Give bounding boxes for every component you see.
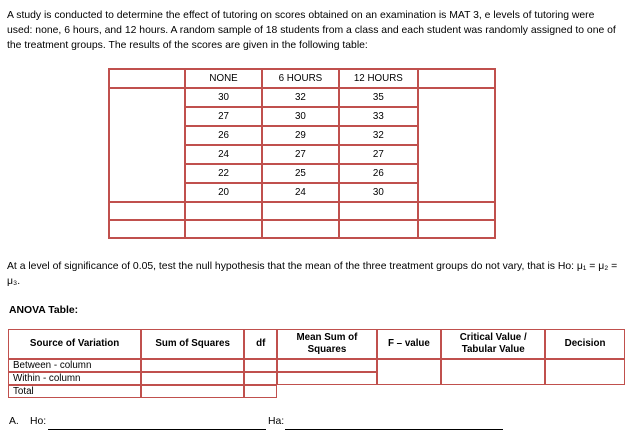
ss-cell[interactable] xyxy=(141,359,244,372)
blank-cell xyxy=(185,202,261,220)
significance-statement: At a level of significance of 0.05, test the null hypothesis that the mean of the three treatment groups do not vary, that is Ho: μ₁ = μ₂ = μ₃. xyxy=(7,261,618,287)
score-cell: 33 xyxy=(339,107,417,126)
row-total: Total xyxy=(8,385,141,398)
ha-answer-line[interactable] xyxy=(285,429,503,430)
blank-cell xyxy=(545,385,625,398)
row-within-column: Within - column xyxy=(8,372,141,385)
score-cell: 27 xyxy=(339,145,417,164)
blank-cell xyxy=(262,202,339,220)
score-cell: 26 xyxy=(185,126,261,145)
df-cell[interactable] xyxy=(244,385,277,398)
problem-statement: A study is conducted to determine the effect of tutoring on scores obtained on an examination is MAT 3, e levels of tutoring were used: none, 6 hours, and 12 hours. A random sample of 18 students from a class and each student was randomly assigned to one of the treatment groups. The results of the scores are given in the following table: xyxy=(7,10,616,51)
blank-cell xyxy=(277,385,376,398)
decision-cell[interactable] xyxy=(545,359,625,385)
blank-cell xyxy=(418,202,495,220)
score-cell: 29 xyxy=(262,126,339,145)
header-f-value: F – value xyxy=(377,329,442,359)
score-cell: 25 xyxy=(262,164,339,183)
score-cell: 26 xyxy=(339,164,417,183)
header-source-of-variation: Source of Variation xyxy=(8,329,141,359)
score-cell: 20 xyxy=(185,183,261,202)
score-cell: 32 xyxy=(339,126,417,145)
ss-cell[interactable] xyxy=(141,385,244,398)
scores-row-label-cell xyxy=(109,88,185,202)
column-header-none: NONE xyxy=(185,69,261,88)
scores-blank-header-cell xyxy=(109,69,185,88)
header-sum-of-squares: Sum of Squares xyxy=(141,329,244,359)
anova-table xyxy=(8,329,625,398)
critical-value-cell[interactable] xyxy=(441,359,545,385)
blank-cell xyxy=(109,220,185,238)
df-cell[interactable] xyxy=(244,359,277,372)
score-cell: 27 xyxy=(262,145,339,164)
blank-cell xyxy=(339,220,417,238)
df-cell[interactable] xyxy=(244,372,277,385)
score-cell: 22 xyxy=(185,164,261,183)
header-critical-value: Critical Value / Tabular Value xyxy=(441,329,545,359)
ho-label: Ho: xyxy=(30,416,47,427)
score-cell: 30 xyxy=(185,88,261,107)
score-cell: 30 xyxy=(339,183,417,202)
row-between-column: Between - column xyxy=(8,359,141,372)
blank-cell xyxy=(339,202,417,220)
scores-blank-header-cell xyxy=(418,69,495,88)
column-header-12-hours: 12 HOURS xyxy=(339,69,417,88)
blank-cell xyxy=(262,220,339,238)
ms-cell[interactable] xyxy=(277,372,376,385)
scores-table xyxy=(108,68,496,239)
header-mean-sum-of-squares: Mean Sum of Squares xyxy=(277,329,376,359)
blank-cell xyxy=(418,220,495,238)
f-value-cell[interactable] xyxy=(377,359,442,385)
score-cell: 24 xyxy=(185,145,261,164)
header-decision: Decision xyxy=(545,329,625,359)
anova-table-label: ANOVA Table: xyxy=(9,305,79,316)
score-cell: 32 xyxy=(262,88,339,107)
header-df: df xyxy=(244,329,277,359)
scores-blank-side-cell xyxy=(418,88,495,202)
blank-cell xyxy=(377,385,442,398)
blank-cell xyxy=(185,220,261,238)
item-label-a: A. xyxy=(9,416,19,427)
ss-cell[interactable] xyxy=(141,372,244,385)
score-cell: 24 xyxy=(262,183,339,202)
column-header-6-hours: 6 HOURS xyxy=(262,69,339,88)
blank-cell xyxy=(441,385,545,398)
ms-cell[interactable] xyxy=(277,359,376,372)
score-cell: 27 xyxy=(185,107,261,126)
ha-label: Ha: xyxy=(268,416,285,427)
blank-cell xyxy=(109,202,185,220)
score-cell: 30 xyxy=(262,107,339,126)
ho-answer-line[interactable] xyxy=(48,429,266,430)
score-cell: 35 xyxy=(339,88,417,107)
